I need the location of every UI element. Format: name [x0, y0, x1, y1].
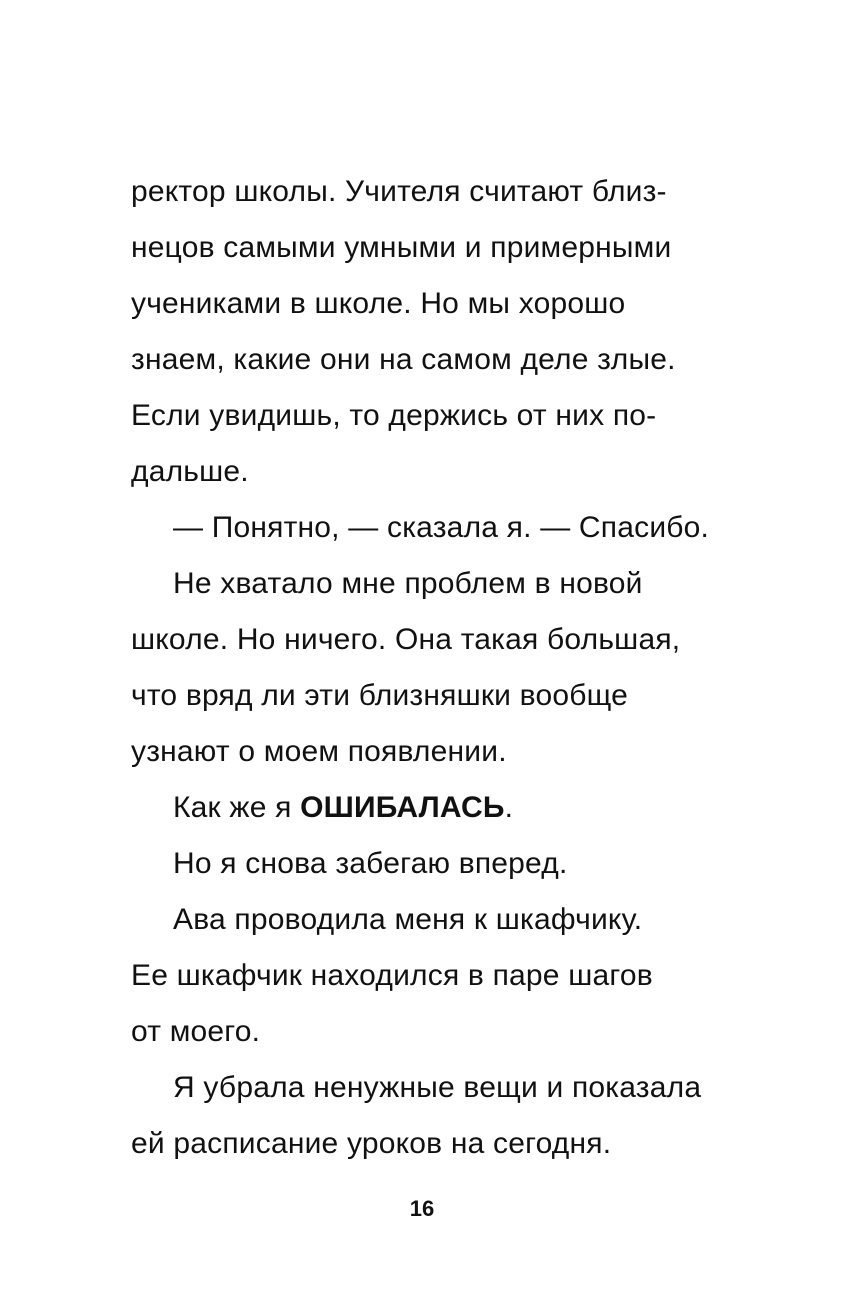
emphasis-suffix: . [504, 791, 514, 824]
paragraph-emphasis [131, 780, 745, 836]
paragraph-start: Но я снова забегаю вперед. [173, 847, 568, 880]
text-line: ректор школы. Учителя считают близ- [131, 175, 667, 208]
emphasis-prefix: Как же я [173, 791, 301, 824]
paragraph-start: Ава проводила меня к шкафчику. [173, 903, 643, 936]
page-body [131, 164, 745, 1172]
text-line: знаем, какие они на самом деле злые. [131, 343, 676, 376]
paragraph-start: Я убрала ненужные вещи и показала [173, 1071, 702, 1104]
text-line: дальше. [131, 455, 249, 488]
text-line: учениками в школе. Но мы хорошо [131, 287, 626, 320]
text-line: Ее шкафчик находился в паре шагов [131, 959, 653, 992]
page-number: 16 [409, 1196, 435, 1221]
dialogue-line: — Понятно, — сказала я. — Спасибо. [173, 511, 710, 544]
emphasis-word: ОШИБАЛАСЬ [300, 791, 505, 824]
text-line: школе. Но ничего. Она такая большая, [131, 623, 681, 656]
text-line: Если увидишь, то держись от них по- [131, 399, 657, 432]
text-line: нецов самыми умными и примерными [131, 231, 672, 264]
paragraph-start: Не хватало мне проблем в новой [173, 567, 643, 600]
text-line: от моего. [131, 1015, 261, 1048]
text-line: узнают о моем появлении. [131, 735, 507, 768]
text-line: ей расписание уроков на сегодня. [131, 1127, 612, 1160]
text-line: что вряд ли эти близняшки вообще [131, 679, 629, 712]
